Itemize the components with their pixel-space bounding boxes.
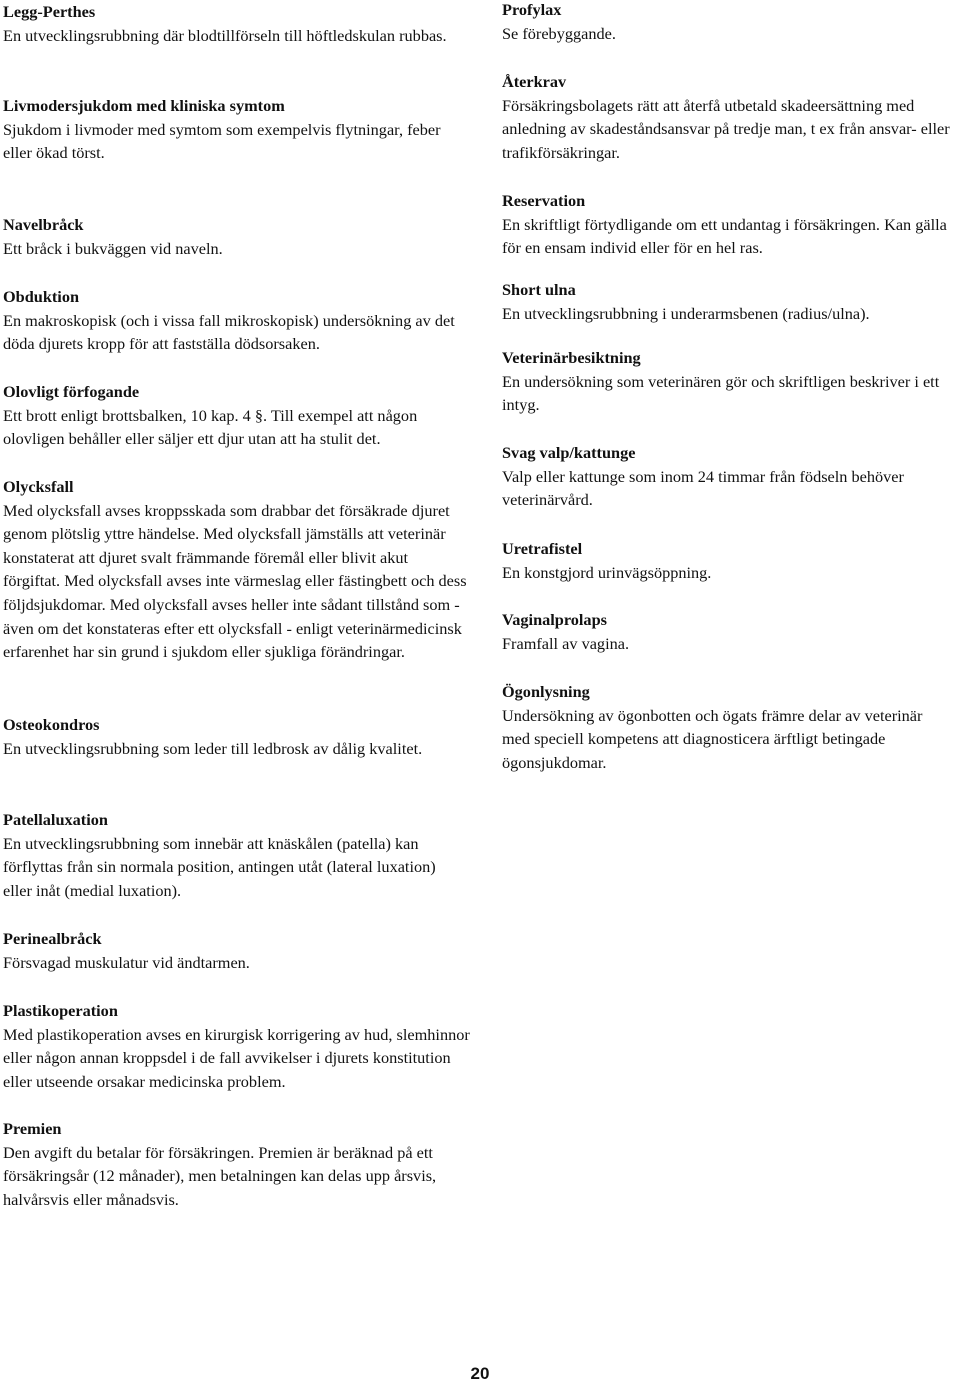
glossary-entry-profylax xyxy=(502,0,956,45)
entry-definition: Se förebyggande. xyxy=(502,23,616,43)
entry-term: Plastikoperation xyxy=(3,1001,118,1020)
entry-term: Profylax xyxy=(502,0,562,19)
glossary-entry-patellaluxation xyxy=(3,808,453,902)
entry-definition: Sjukdom i livmoder med symtom som exempelvis flytningar, feber eller ökad törst. xyxy=(3,119,441,163)
glossary-entry-premien xyxy=(3,1117,465,1211)
entry-term: Ögonlysning xyxy=(502,682,590,701)
entry-definition: Undersökning av ögonbotten och ögats främre delar av veterinär med speciell kompetens att diagnosticera ärftligt betingade ögonsjukdomar. xyxy=(502,705,923,772)
entry-definition: Valp eller kattunge som inom 24 timmar från födseln behöver veterinärvård. xyxy=(502,466,904,510)
entry-term: Olycksfall xyxy=(3,477,74,496)
glossary-entry-obduktion xyxy=(3,285,473,356)
entry-term: Obduktion xyxy=(3,287,80,306)
glossary-entry-livmodersjukdom xyxy=(3,94,473,165)
entry-term: Reservation xyxy=(502,191,586,210)
glossary-entry-aterkrav xyxy=(502,70,956,164)
entry-definition: Framfall av vagina. xyxy=(502,633,630,653)
glossary-entry-plastikoperation xyxy=(3,999,473,1093)
glossary-entry-legg-perthes xyxy=(3,0,473,47)
entry-term: Svag valp/kattunge xyxy=(502,443,636,462)
glossary-entry-osteokondros xyxy=(3,713,423,760)
entry-term: Uretrafistel xyxy=(502,539,583,558)
glossary-entry-ogonlysning xyxy=(502,680,932,774)
entry-definition: En utvecklingsrubbning i underarmsbenen (radius/ulna). xyxy=(502,303,870,323)
entry-term: Veterinärbesiktning xyxy=(502,348,641,367)
glossary-entry-uretrafistel xyxy=(502,537,956,584)
entry-term: Vaginalprolaps xyxy=(502,610,607,629)
entry-term: Navelbråck xyxy=(3,215,84,234)
entry-term: Livmodersjukdom med kliniska symtom xyxy=(3,96,285,115)
entry-term: Osteokondros xyxy=(3,715,100,734)
entry-definition: Med olycksfall avses kroppsskada som drabbar det försäkrade djuret genom plötslig yttre händelse. Med olycksfall jämställs att veterinär konstaterat att djuret svalt främmande föremål eller blivit akut förgiftat. Med olycksfall avses inte värmeslag eller fästingbett och dess följdsjukdomar. Med olycksfall avses heller inte sådant tillstånd som - även om det konstateras efter ett olycksfall - enligt veterinärmedicinsk erfarenhet har sin grund i sjukdom eller sjukliga förändringar. xyxy=(3,500,467,662)
glossary-entry-olycksfall xyxy=(3,475,468,664)
page-number: 20 xyxy=(470,1364,490,1383)
entry-term: Återkrav xyxy=(502,72,567,91)
entry-definition: En makroskopisk (och i vissa fall mikroskopisk) undersökning av det döda djurets kropp för att fastställa dödsorsaken. xyxy=(3,310,455,354)
glossary-entry-veterinarbesiktning xyxy=(502,346,956,417)
entry-definition: Med plastikoperation avses en kirurgisk korrigering av hud, slemhinnor eller någon annan kroppsdel i de fall avvikelser i djurets konstitution eller utseende orsakar medicinska problem. xyxy=(3,1024,470,1091)
entry-definition: Ett bråck i bukväggen vid naveln. xyxy=(3,238,223,258)
glossary-entry-olovligt-forfogande xyxy=(3,380,473,451)
entry-definition: Ett brott enligt brottsbalken, 10 kap. 4 §. Till exempel att någon olovligen behåller eller säljer ett djur utan att ha stulit det. xyxy=(3,405,418,449)
entry-term: Legg-Perthes xyxy=(3,2,96,21)
glossary-entry-perinealbrack xyxy=(3,927,473,974)
entry-term: Short ulna xyxy=(502,280,576,299)
entry-definition: En konstgjord urinvägsöppning. xyxy=(502,562,712,582)
entry-term: Patellaluxation xyxy=(3,810,108,829)
entry-definition: En utvecklingsrubbning som innebär att knäskålen (patella) kan förflyttas från sin normala position, antingen utåt (lateral luxation) eller inåt (medial luxation). xyxy=(3,833,436,900)
entry-term: Perinealbråck xyxy=(3,929,102,948)
entry-definition: Försvagad muskulatur vid ändtarmen. xyxy=(3,952,250,972)
entry-definition: Den avgift du betalar för försäkringen. Premien är beräknad på ett försäkringsår (12 månader), men betalningen kan delas upp årsvis, halvårsvis eller månadsvis. xyxy=(3,1142,437,1209)
entry-definition: En skriftligt förtydligande om ett undantag i försäkringen. Kan gälla för en ensam individ eller för en hel ras. xyxy=(502,214,947,258)
glossary-entry-svag-valp-kattunge xyxy=(502,441,956,512)
entry-term: Premien xyxy=(3,1119,62,1138)
entry-definition: En utvecklingsrubbning där blodtillförseln till höftledskulan rubbas. xyxy=(3,25,447,45)
entry-definition: Försäkringsbolagets rätt att återfå utbetald skadeersättning med anledning av skadeståndsansvar på tredje man, t ex från ansvar- eller trafikförsäkringar. xyxy=(502,95,950,162)
entry-definition: En undersökning som veterinären gör och skriftligen beskriver i ett intyg. xyxy=(502,371,940,415)
glossary-entry-short-ulna xyxy=(502,278,956,325)
entry-term: Olovligt förfogande xyxy=(3,382,140,401)
glossary-entry-navelbrack xyxy=(3,213,473,260)
glossary-entry-vaginalprolaps xyxy=(502,608,956,655)
entry-definition: En utvecklingsrubbning som leder till ledbrosk av dålig kvalitet. xyxy=(3,738,423,758)
glossary-entry-reservation xyxy=(502,189,956,260)
